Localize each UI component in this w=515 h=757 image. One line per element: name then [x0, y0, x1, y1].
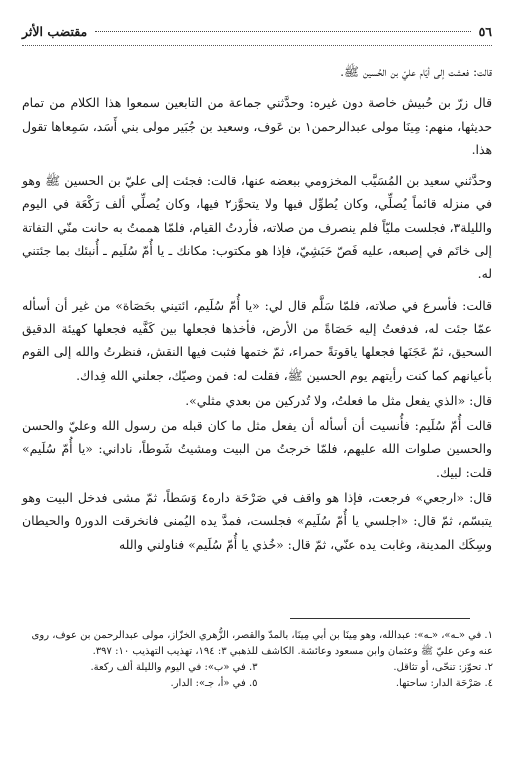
paragraph-1: قالت: فعشت إلى أيّام عليّ بن الحُسين ﷺ.: [340, 64, 492, 79]
footnote-3: ٣. في «ب»: في اليوم والليلة ألف ركعة.: [90, 662, 258, 673]
paragraph-2: قال زرّ بن حُبيش خاصة دون غيره: وحدَّثني جماعة من التابعين سمعوا هذا الكلام من تمام حديثها، منهم: مِينَا مولى عبدالرحمن١ بن عَوف، وسعيد بن جُبَير مولى بني أَسَد، سَمِعاها تقول هذا.: [22, 95, 492, 157]
paragraph-6: قالت أُمّ سُلَيم: فأُنسيت أن أسأله أن يفعل مثل ما كان قبله من رسول الله وعليّ والحسن والحسين صلوات الله عليهم، فلمّا خرجتُ من البيت ومشيتُ شَوطاً، ناداني: «يا أُمّ سُلَيم» قلت: لبيك.: [22, 418, 492, 480]
running-title: مقتضب الأثر: [22, 23, 88, 39]
page-number: ٥٦: [478, 23, 492, 39]
paragraph-3: وحدَّثني سعيد بن المُسَيَّب المخزومي ببعضه عنها، قالت: فجئت إلى عليّ بن الحسين ﷺ وهو في منزله قائماً يُصلِّي، وكان يُطوِّل فيها ولا يتحوَّز٢ فيها، وكان يُصلِّي ألف رَكْعَة في اليوم والليلة٣، فجلست مليّاً فلم ينصرف من صلاته، فأردتُ القيام، فلمّا هممتُ به حانت منّي التفاتة إلى خاتَم في إصبعه، عليه فَصّ حَبَشِيّ، فإذا هو مكتوب: مكانك ـ يا أُمّ سُلَيم ـ أُنبئك بما جئتني له.: [22, 173, 492, 282]
header-leader-dots: [95, 31, 470, 32]
paragraph-4: قالت: فأسرع في صلاته، فلمّا سَلَّم قال لي: «يا أُمّ سُلَيم، ائتيني بحَصَاة» من غير أن أسأله عمّا جئت له، فدفعتُ إليه حَصَاةً من الأرض، فأخذها فجعلها بين كَفَّيه فجعلها كهيئة الدقيق السحيق، ثمّ عَجَنَها فجعلها ياقوتةً حمراء، ثمّ ختمها فثبت فيها النقش، فنظرتُ والله إلى القوم بأعيانهم كما كنت رأيتهم يوم الحسين ﷺ، فقلت له: فمن وصيّك، جعلني الله فِداك.: [22, 297, 492, 383]
paragraph-5: قال: «الذي يفعل مثل ما فعلتُ، ولا تُدركين من بعدي مثلي».: [185, 392, 492, 408]
footnote-2: ٢. تحوّز: تنحّى، أو تثاقل.: [393, 662, 493, 673]
footnote-row-3: [22, 676, 493, 692]
paragraph-7: قال: «ارجعي» فرجعت، فإذا هو واقف في صَرْحَة داره٤ وَسَطاً، ثمّ مشى فدخل البيت وهو يتبسّم، ثمّ قال: «اجلسي يا أُمّ سُلَيم» فجلست، فمدَّ يده اليُمنى فانخرقت الدور٥ والحيطان وسِكَك المدينة، وغابت يده عنّي، ثمّ قال: «خُذي يا أُمّ سُلَيم» فناولني والله: [22, 490, 492, 552]
footnote-row-2: [22, 660, 493, 676]
footnote-5: ٥. في «أ، جـ»: الدار.: [170, 678, 258, 689]
footnote-4: ٤. صَرْحَة الدار: ساحتها.: [395, 678, 493, 689]
footnote-1: ١. في «ـه»، «ـه»: عبدالله، وهو مِينَا بن أبي مِينَا، بالمدّ والقصر، الزُّهري الخزّاز، مولى عبدالرحمن بن عوف، روى عنه وعن عليّ ﷺ وعثمان وابن مسعود وعائشة. الكاشف للذهبي ٣: ١٩٤، تهذيب التهذيب ١٠: ٣٩٧.: [31, 630, 493, 657]
footnotes: [0, 628, 515, 692]
footnote-separator: [290, 618, 470, 619]
page-header: [22, 20, 492, 46]
main-text: [22, 60, 492, 556]
